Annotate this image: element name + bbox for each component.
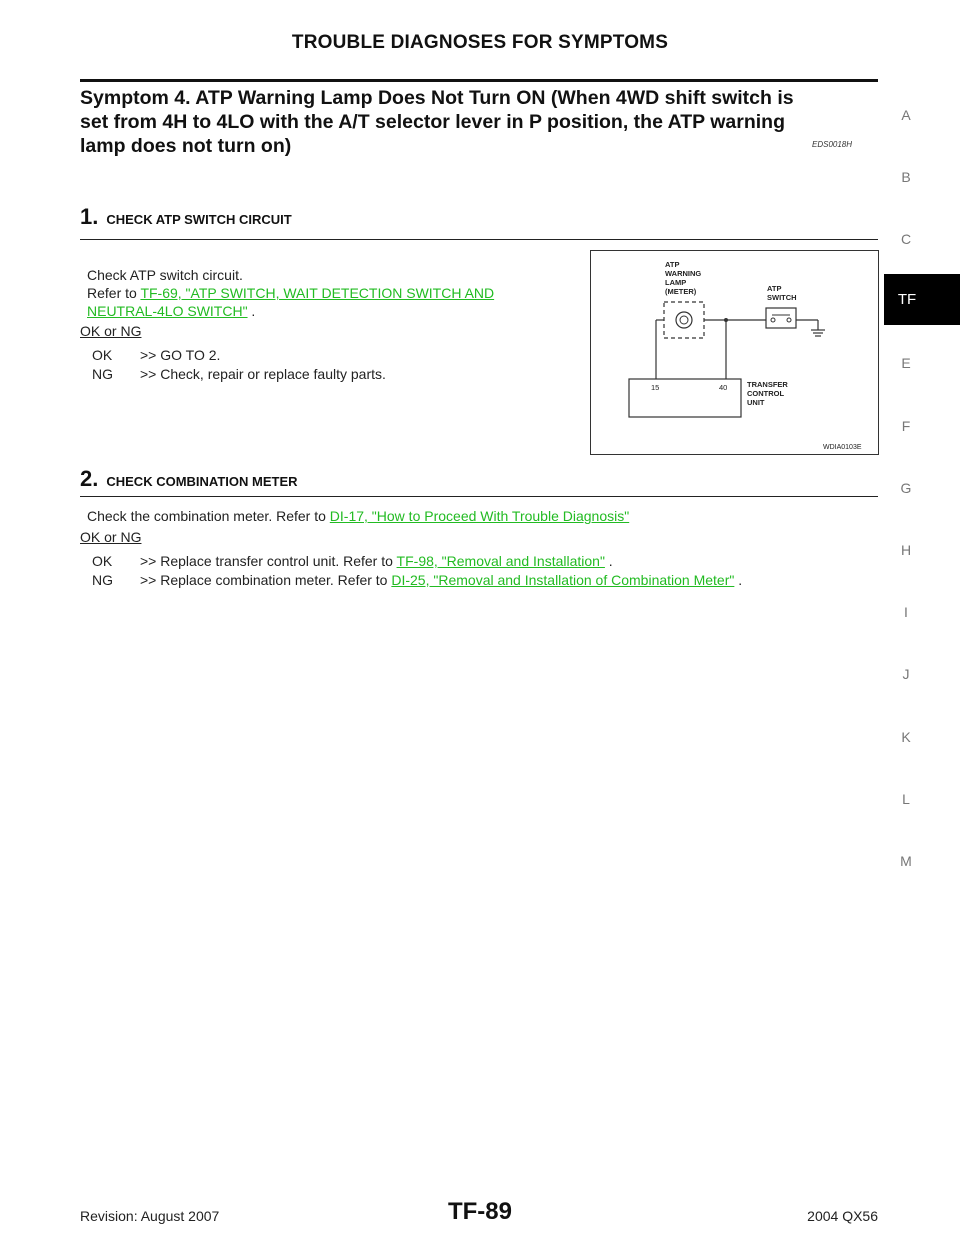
step-2-number: 2. [80, 466, 99, 491]
footer-model: 2004 QX56 [807, 1208, 878, 1224]
step-1-ng-text: >> Check, repair or replace faulty parts. [140, 366, 386, 382]
wiring-diagram-svg [591, 251, 880, 456]
section-index-k[interactable]: K [901, 729, 911, 745]
unit-label-line-1: TRANSFER [747, 380, 788, 389]
section-index-b[interactable]: B [901, 169, 911, 185]
figure-id: WDIA0103E [823, 444, 862, 451]
step-2-ok-suffix: . [604, 553, 613, 569]
section-index-e[interactable]: E [901, 355, 911, 371]
symptom-title-line-2: set from 4H to 4LO with the A/T selector lever in P position, the ATP warning [80, 111, 785, 133]
step-1-ng-code: NG [92, 366, 113, 382]
step-2-heading-text: CHECK COMBINATION METER [106, 474, 298, 489]
footer-revision: Revision: August 2007 [80, 1208, 220, 1224]
step-1-heading [80, 204, 292, 230]
document-id: EDS0018H [812, 140, 853, 149]
step-1-reference-link-part-1[interactable]: TF-69, "ATP SWITCH, WAIT DETECTION SWITCH AND [140, 285, 495, 301]
step-1-number: 1. [80, 204, 99, 229]
unit-label-line-3: UNIT [747, 398, 765, 407]
switch-label-line-2: SWITCH [767, 293, 797, 302]
meter-dashed-box [664, 302, 704, 338]
step-2-ok-link[interactable]: TF-98, "Removal and Installation" [396, 553, 605, 569]
warning-lamp-symbol [676, 312, 692, 328]
terminal-15-label: 15 [651, 383, 660, 392]
step-2-ng-suffix: . [734, 572, 743, 588]
step-2-rule [80, 496, 878, 497]
step-2-ng-code: NG [92, 572, 113, 588]
lamp-label-line-2: WARNING [665, 269, 702, 278]
step-1-line-1: Check ATP switch circuit. [87, 267, 243, 283]
section-index [884, 0, 960, 1242]
terminal-40-label: 40 [719, 383, 728, 392]
step-1-refer-line [87, 284, 587, 302]
step-2-ok-or-ng: OK or NG [80, 529, 142, 545]
step-2-reference-link[interactable]: DI-17, "How to Proceed With Trouble Diagnosis" [329, 508, 630, 524]
step-1-refer-suffix: . [247, 303, 256, 319]
header-rule [80, 79, 878, 82]
step-2-line-prefix: Check the combination meter. Refer to [87, 508, 330, 524]
step-1-ok-or-ng: OK or NG [80, 323, 142, 339]
step-2-ng-prefix: >> Replace combination meter. Refer to [140, 572, 392, 588]
section-index-c[interactable]: C [900, 231, 912, 247]
atp-switch-box [766, 308, 796, 328]
footer-page-number: TF-89 [447, 1198, 512, 1225]
switch-label-line-1: ATP [767, 284, 782, 293]
lamp-label-line-3: LAMP [665, 278, 687, 287]
section-index-f[interactable]: F [901, 418, 911, 434]
section-index-i[interactable]: I [904, 604, 908, 620]
unit-label [747, 380, 788, 407]
wiring-diagram [590, 250, 879, 455]
lamp-label-line-1: ATP [665, 260, 680, 269]
section-index-j[interactable]: J [902, 666, 910, 682]
section-index-m[interactable]: M [900, 853, 912, 869]
step-2-ng-result [92, 571, 742, 589]
step-1-ok-text: >> GO TO 2. [140, 347, 221, 363]
symptom-title [80, 86, 870, 158]
switch-contact-b [787, 318, 791, 322]
step-2-ng-link[interactable]: DI-25, "Removal and Installation of Combination Meter" [391, 572, 735, 588]
section-index-h[interactable]: H [900, 542, 912, 558]
symptom-title-line-1: Symptom 4. ATP Warning Lamp Does Not Turn ON (When 4WD shift switch is [80, 87, 794, 109]
section-index-l[interactable]: L [902, 791, 910, 807]
step-1-ok-code: OK [92, 347, 113, 363]
symptom-title-line-3: lamp does not turn on) [80, 135, 292, 157]
step-1-heading-text: CHECK ATP SWITCH CIRCUIT [106, 212, 292, 227]
unit-label-line-2: CONTROL [747, 389, 785, 398]
section-index-g[interactable]: G [900, 480, 912, 496]
step-2-body [87, 507, 867, 525]
lamp-label [665, 260, 701, 296]
step-1-ok-result [92, 346, 220, 364]
lamp-label-line-4: (METER) [665, 287, 697, 296]
page-header-title: TROUBLE DIAGNOSES FOR SYMPTOMS [291, 32, 669, 53]
switch-contact-a [771, 318, 775, 322]
step-1-rule [80, 239, 878, 240]
step-1-refer-prefix: Refer to [87, 285, 141, 301]
step-1-body [87, 266, 587, 320]
step-2-ok-prefix: >> Replace transfer control unit. Refer to [140, 553, 397, 569]
warning-lamp-filament [680, 316, 688, 324]
step-1-reference-link-part-2[interactable]: NEUTRAL-4LO SWITCH" [87, 303, 248, 319]
step-2-ok-code: OK [92, 553, 113, 569]
step-1-ng-result [92, 365, 386, 383]
switch-label [767, 284, 797, 302]
section-index-tf-active[interactable]: TF [884, 274, 960, 325]
section-index-a[interactable]: A [901, 107, 911, 123]
step-2-heading [80, 466, 298, 492]
step-1-refer-line-2 [87, 302, 587, 320]
step-2-ok-result [92, 552, 613, 570]
